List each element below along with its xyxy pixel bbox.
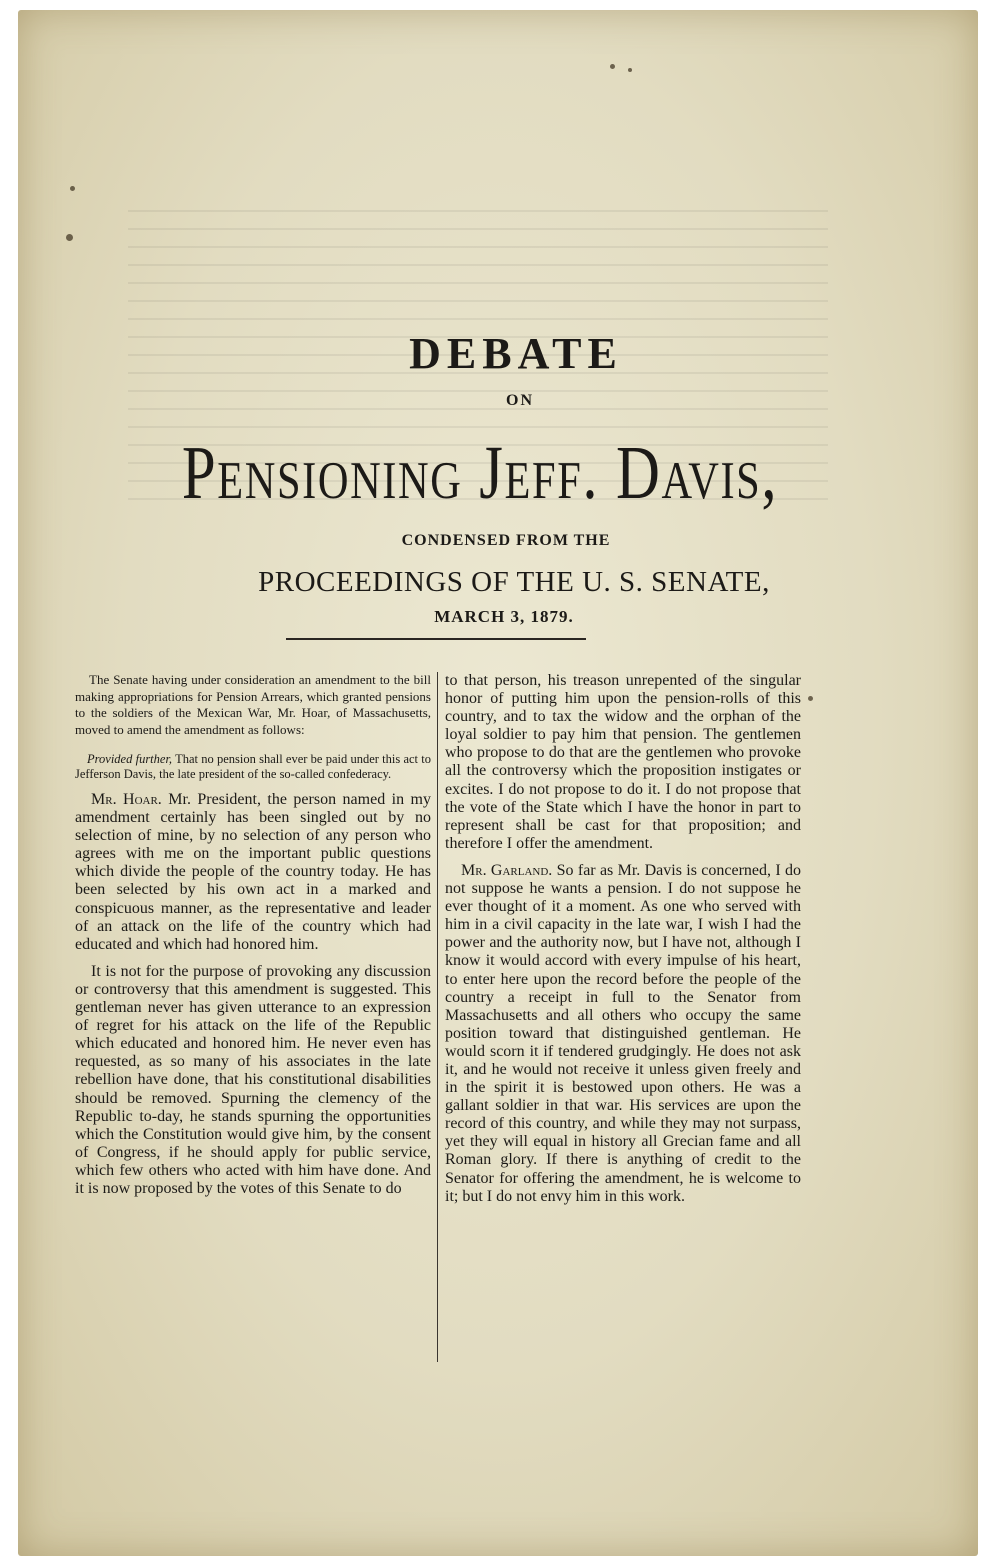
hoar-speech-continued: to that person, his treason unrepented of the singular honor of putting him upon the pension-rolls of this country, and to tax the widow and the orphan of the loyal soldier to pay him that pension. The gentlemen who propose to do that are the gentlemen who provoke all the controversy which the proposition instigates or excites. I do not propose to do it. I do not propose that the vote of the State which I have the honor in part to represent shall be cast for that proposition; and therefore I offer the amendment. xyxy=(445,672,801,852)
column-divider xyxy=(437,672,438,1362)
main-title: Pensioning Jeff. Davis, xyxy=(181,431,779,515)
proviso-lead: Provided further, xyxy=(87,752,173,766)
ink-spot xyxy=(628,68,632,72)
title-divider xyxy=(286,638,586,640)
garland-speech-text: So far as Mr. Davis is concerned, I do not suppose he wants a pension. I do not suppose he ever thought of it a moment. As one who served with him in a civil capacity in the late war, I wish I had the power and the authority now, but I have not, although I know it would accord with every impulse of his heart, to enter here upon the record before the people of the country a receipt in full to the Senator from Massachusetts and all others who occupy the same position toward that distinguished gentleman. He would scorn it if tendered grudgingly. He does not ask it, and he would not receive it unless given freely and in the spirit it is bestowed upon others. He was a gallant soldier in that war. His services are upon the record of this country, and while they may not surpass, yet they will equal in history all Grecian fame and all Roman glory. If there is anything of credit to the Senator for offering the amendment, he is welcome to it; but I do not envy him in this work. xyxy=(445,861,802,1205)
heading-debate: DEBATE xyxy=(409,329,623,378)
garland-speech-paragraph xyxy=(445,862,801,1206)
subheading-proceedings: PROCEEDINGS OF THE U. S. SENATE, xyxy=(258,566,770,598)
ink-spot xyxy=(70,186,75,191)
ink-spot xyxy=(610,64,615,69)
ink-spot xyxy=(808,696,813,701)
hoar-speech-paragraph-2: It is not for the purpose of provoking any discussion or controversy that this amendment is suggested. This gentleman never has given utterance to an expression of regret for his attack on the life of the Republic which educated and honored him. He never even has requested, as so many of his associates in the late rebellion have done, that his constitutional disabilities should be removed. Spurning the clemency of the Republic to-day, he stands spurning the opportunities which the Constitution would give him, by the consent of Congress, if he should apply for public service, which few others who acted with him have done. And it is now proposed by the votes of this Senate to do xyxy=(75,962,431,1197)
left-column xyxy=(75,672,431,1207)
proviso-text: That no pension shall ever be paid under this act to Jefferson Davis, the late president of the so-called confederacy. xyxy=(75,752,431,781)
subheading-condensed: CONDENSED FROM THE xyxy=(401,532,611,549)
hoar-speech-text: Mr. President, the person named in my amendment certainly has been singled out by no selection of mine, by no selection of any person who agrees with me on the important public questions which divide the people of the country today. He has been selected by his own act in a marked and conspicuous manner, as the representative and leader of an attack on the life of the country which had educated and which had honored him. xyxy=(75,791,431,953)
ink-spot xyxy=(66,234,73,241)
document-page xyxy=(18,10,978,1556)
heading-on: ON xyxy=(506,392,534,409)
speaker-hoar: Mr. Hoar. xyxy=(91,791,162,808)
intro-paragraph: The Senate having under consideration an amendment to the bill making appropriations for Pension Arrears, which granted pensions to the soldiers of the Mexican War, Mr. Hoar, of Massachusetts, moved to amend the amendment as follows: xyxy=(75,672,431,737)
speaker-garland: Mr. Garland. xyxy=(461,861,553,879)
right-column xyxy=(445,672,801,1215)
hoar-speech-paragraph xyxy=(75,791,431,954)
proviso-paragraph xyxy=(75,752,431,782)
publication-date: MARCH 3, 1879. xyxy=(434,607,574,626)
